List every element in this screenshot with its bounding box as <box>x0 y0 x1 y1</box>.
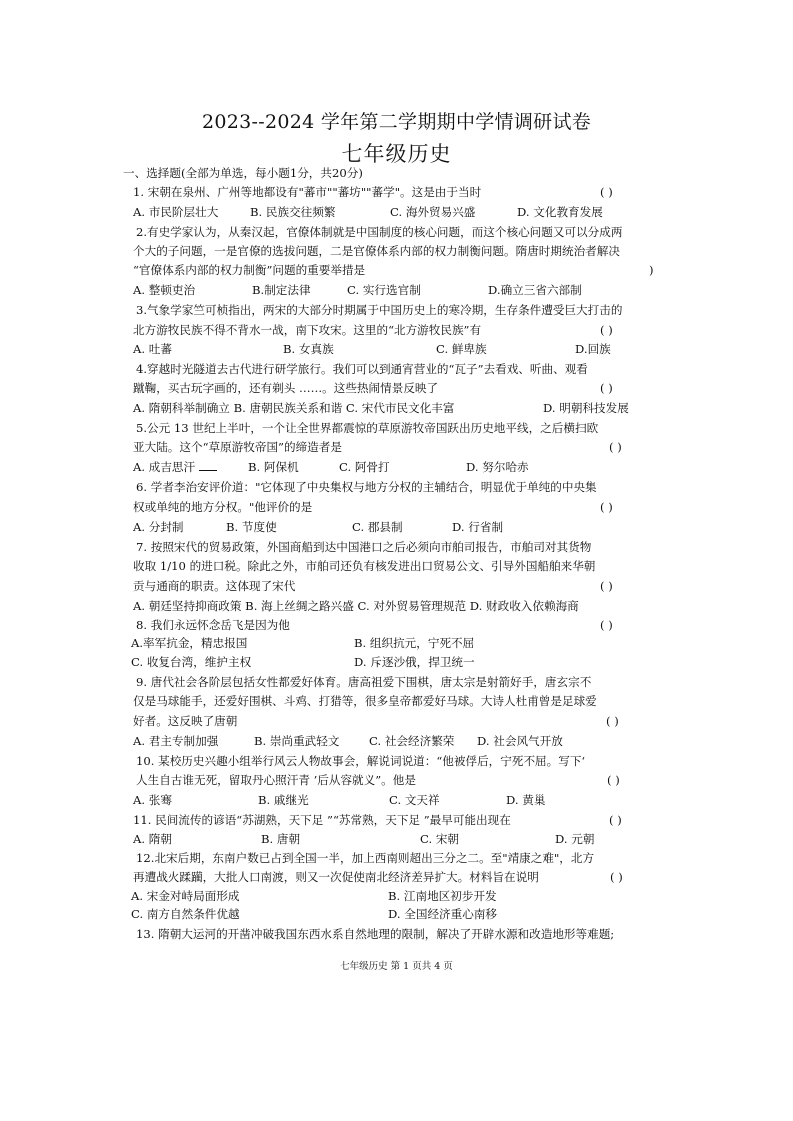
q9-option-d: D. 社会风气开放 <box>477 734 563 748</box>
q5-option-d: D. 努尔哈赤 <box>466 460 529 474</box>
q2-option-c: C. 实行选官制 <box>347 283 421 297</box>
q12-stem-line: 12.北宋后期，东南户数已占到全国一半，加上西南则超出三分之二。至"靖康之难"，北方 <box>136 851 595 865</box>
q10-stem-line: 10. 某校历史兴趣小组举行风云人物故事会，解说词说道：“他被俘后，宁死不屈。写下‘ <box>136 754 586 768</box>
exam-title: 2023--2024 学年第二学期期中学情调研试卷 <box>201 111 592 133</box>
q11-option-b: B. 唐朝 <box>261 832 301 846</box>
q12-option-a: A. 宋金对峙局面形成 <box>131 889 240 903</box>
q11-option-d: D. 元朝 <box>555 832 595 846</box>
q5-stem-line: 5.公元 13 世纪上半叶，一个让全世界都震惊的草原游牧帝国跃出历史地平线，之后横扫欧 <box>136 421 599 435</box>
q2-stem-line: “官僚体系内部的权力制衡”问题的重要举措是 <box>133 263 366 277</box>
q5-option-a <box>133 460 217 474</box>
q3-stem-line: 北方游牧民族不得不背水一战，南下攻宋。这里的“北方游牧民族”有 <box>133 323 482 337</box>
q5-option-b: B. 阿保机 <box>248 460 299 474</box>
q2-stem-line: 2.有史学家认为，从秦汉起，官僚体制就是中国制度的核心问题，而这个核心问题又可以分成两 <box>136 225 623 239</box>
q7-options: A. 朝廷坚持抑商政策 B. 海上丝绸之路兴盛 C. 对外贸易管理规范 D. 财政收入依赖海商 <box>133 599 579 613</box>
q13-stem-line: 13. 隋朝大运河的开凿冲破我国东西水系自然地理的限制，解决了开辟水源和改造地形等难题; <box>136 927 615 941</box>
q2-stem-line: 个大的子问题，一是官僚的选拔问题，二是官僚体系内部的权力制衡问题。隋唐时期统治者解决 <box>133 244 620 258</box>
q11-bracket: ( ) <box>609 813 622 827</box>
q1-stem: 1. 宋朝在泉州、广州等地都设有"蕃市""蕃坊""蕃学"。这是由于当时 <box>133 185 482 199</box>
q1-option-b: B. 民族交往频繁 <box>250 205 336 219</box>
q12-option-b: B. 江南地区初步开发 <box>388 889 497 903</box>
q1-option-c: C. 海外贸易兴盛 <box>390 205 476 219</box>
q2-option-b: B.制定法律 <box>252 283 311 297</box>
q10-option-d: D. 黄巢 <box>506 793 546 807</box>
q4-option-abc: A. 隋朝科举制确立 B. 唐朝民族关系和谐 C. 宋代市民文化丰富 <box>133 401 455 415</box>
q3-option-c: C. 鲜卑族 <box>436 342 487 356</box>
q4-bracket: ( ) <box>600 381 613 395</box>
q2-bracket: ) <box>649 263 654 277</box>
q3-stem-line: 3.气象学家竺可桢指出，两宋的大部分时期属于中国历史上的寒冷期，生存条件遭受巨大打击的 <box>136 303 623 317</box>
blank-line <box>199 460 217 471</box>
q12-option-d: D. 全国经济重心南移 <box>388 907 498 921</box>
q10-option-a: A. 张骞 <box>133 793 172 807</box>
q12-bracket: ( ) <box>610 870 623 884</box>
q5-option-a-text: A. 成吉思汗 <box>133 460 196 474</box>
q6-stem-line: 权或单纯的地方分权。"他评价的是 <box>133 500 313 514</box>
q2-option-d: D.确立三省六部制 <box>488 283 582 297</box>
q12-stem-line: 再遭战火蹂躏，大批人口南渡，则又一次促使南北经济差异扩大。材料旨在说明 <box>133 870 539 884</box>
q4-option-d: D. 明朝科技发展 <box>543 401 629 415</box>
exam-subtitle: 七年级历史 <box>341 142 452 166</box>
q4-stem-line: 4.穿越时光隧道去古代进行研学旅行。我们可以到通宵营业的“瓦子”去看戏、听曲、观看 <box>136 362 588 376</box>
q3-option-b: B. 女真族 <box>283 342 334 356</box>
q6-option-c: C. 郡县制 <box>352 520 403 534</box>
section-heading: 一、选择题(全部为单选，每小题1分，共20分) <box>123 166 363 180</box>
q11-option-c: C. 宋朝 <box>420 832 460 846</box>
q8-bracket: ( ) <box>600 618 613 632</box>
q11-stem: 11. 民间流传的谚语“苏湖熟，天下足 ”“苏常熟，天下足 ”最早可能出现在 <box>133 813 511 827</box>
q2-option-a: A. 整顿吏治 <box>133 283 196 297</box>
q8-option-b: B. 组织抗元，宁死不屈 <box>354 636 475 650</box>
q10-option-c: C. 文天祥 <box>389 793 440 807</box>
q10-stem-line: 人生自古谁无死，留取丹心照汗青 ’后从容就义”。他是 <box>136 773 416 787</box>
q5-bracket: ( ) <box>609 440 622 454</box>
q6-stem-line: 6. 学者李治安评价道："它体现了中央集权与地方分权的主辅结合，明显优于单纯的中央集 <box>136 480 597 494</box>
q6-option-a: A. 分封制 <box>133 520 184 534</box>
q1-option-a: A. 市民阶层壮大 <box>133 205 219 219</box>
q8-stem: 8. 我们永远怀念岳飞是因为他 <box>136 618 290 632</box>
q11-option-a: A. 隋朝 <box>133 832 172 846</box>
q7-stem-line: 7. 按照宋代的贸易政策，外国商船到达中国港口之后必须向市舶司报告，市舶司对其货物 <box>136 540 592 554</box>
q10-bracket: ( ) <box>607 773 620 787</box>
q8-option-a: A.率军抗金，精忠报国 <box>131 636 248 650</box>
q9-stem-line: 9. 唐代社会各阶层包括女性都爱好体育。唐高祖爱下围棋，唐太宗是射箭好手，唐玄宗不 <box>136 675 592 689</box>
q12-option-c: C. 南方自然条件优越 <box>131 907 240 921</box>
q9-option-a: A. 君主专制加强 <box>133 734 219 748</box>
q9-stem-line: 仅是马球能手，还爱好围棋、斗鸡、打猎等，很多皇帝都爱好马球。大诗人杜甫曾是足球爱 <box>133 694 597 708</box>
q5-option-c: C. 阿骨打 <box>339 460 390 474</box>
q6-option-b: B. 节度使 <box>226 520 277 534</box>
q3-option-a: A. 吐蕃 <box>133 342 172 356</box>
q4-stem-line: 蹴鞠，买古玩字画的，还有剃头 ……。这些热闹情景反映了 <box>133 381 439 395</box>
q9-bracket: ( ) <box>606 714 619 728</box>
q7-stem-line: 收取 1/10 的进口税。除此之外，市舶司还负有核发进出口贸易公文、引导外国船舶来华朝 <box>133 559 596 573</box>
page-footer: 七年级历史 第 1 页共 4 页 <box>340 961 453 972</box>
q10-option-b: B. 戚继光 <box>258 793 309 807</box>
q8-option-d: D. 斥逐沙俄，捍卫统一 <box>354 655 475 669</box>
q1-option-d: D. 文化教育发展 <box>517 205 603 219</box>
q6-option-d: D. 行省制 <box>452 520 504 534</box>
q6-bracket: ( ) <box>600 500 613 514</box>
q9-stem-line: 好者。这反映了唐朝 <box>133 714 238 728</box>
q9-option-b: B. 崇尚重武轻文 <box>254 734 340 748</box>
q3-option-d: D.回族 <box>575 342 611 356</box>
q1-bracket: ( ) <box>600 185 613 199</box>
q7-bracket: ( ) <box>600 579 613 593</box>
q5-stem-line: 亚大陆。这个“草原游牧帝国”的缔造者是 <box>133 440 342 454</box>
q9-option-c: C. 社会经济繁荣 <box>369 734 455 748</box>
q3-bracket: ( ) <box>600 323 613 337</box>
q8-option-c: C. 收复台湾，维护主权 <box>131 655 252 669</box>
q7-stem-line: 贡与通商的职责。这体现了宋代 <box>133 579 296 593</box>
